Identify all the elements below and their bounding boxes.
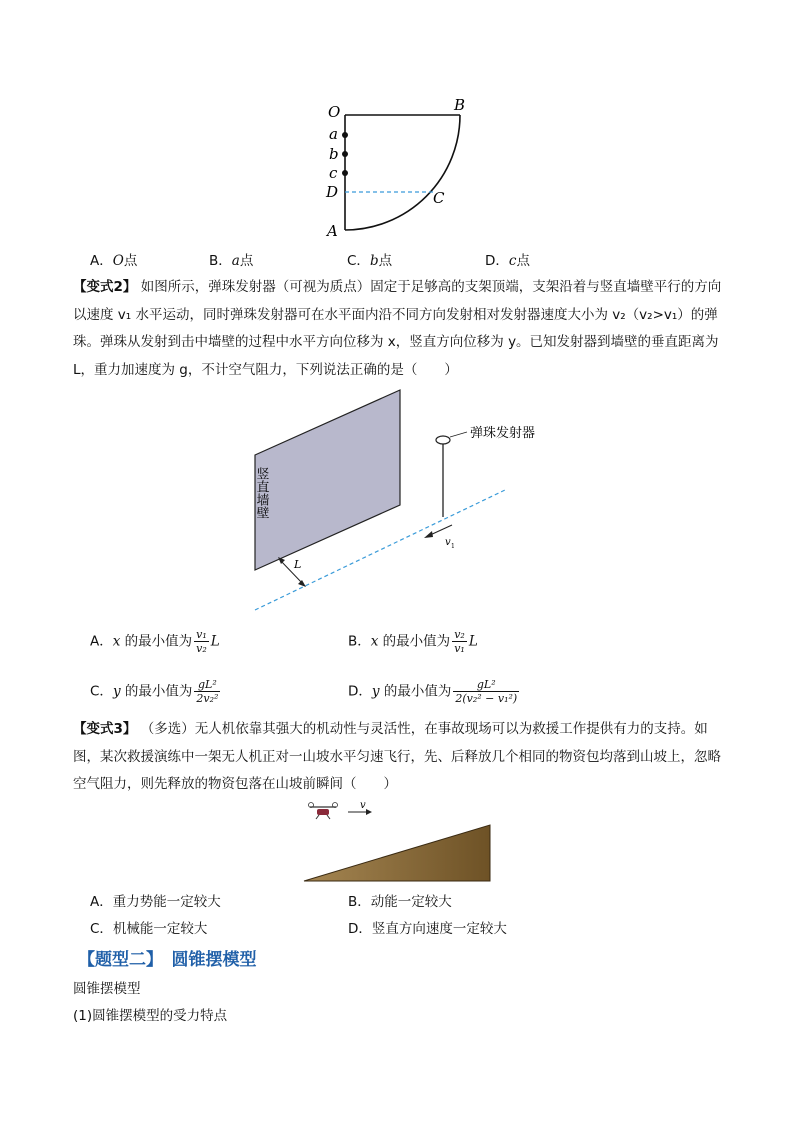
label-O: O [328,103,341,121]
option-letter: B． [209,253,232,269]
variant2-option-c[interactable] [90,678,222,705]
variant2-tag: 【变式2】 [73,279,137,295]
q1-option-b[interactable] [209,251,253,271]
label-C: C [433,189,445,207]
variant3-option-a[interactable] [90,892,221,912]
variant2-option-a[interactable] [90,628,220,655]
variant3-tag: 【变式3】 [73,721,137,737]
fraction [452,628,467,655]
drone-velocity-arrowhead [366,809,372,815]
distance-L-head-2 [298,580,306,587]
fraction-numerator: gL² [453,678,519,692]
arc-BA [345,115,460,230]
option-mid: 的最小值为 [120,633,193,650]
option-letter: A． [90,894,113,910]
option-text: 机械能一定较大 [112,921,208,937]
option-var: c [508,253,517,269]
variant3-option-d[interactable] [348,919,507,939]
option-tail: L [210,633,220,650]
option-letter: B． [348,894,371,910]
point-c [342,170,348,176]
option-letter: D． [485,253,509,269]
variant3-text: （多选）无人机依靠其强大的机动性与灵活性，在事故现场可以为救援工作提供有力的支持。如图，某次救援演练中一架无人机正对一山坡水平匀速飞行，先、后释放几个相同的物资包均落到山坡上，忽略空气阻力，则先释放的物资包落在山坡前瞬间（ ） [73,721,721,792]
option-letter: A． [90,253,113,269]
quarter-circle-figure [320,95,480,240]
distance-L-label: L [294,558,302,571]
launcher-body [436,436,450,444]
variant3-question [73,716,723,799]
fraction-numerator: v₁ [196,628,207,641]
drone-icon [309,803,338,820]
option-var: y [112,683,121,700]
launcher-label-leader [450,432,467,437]
section-line1: 圆锥摆模型 [73,981,141,997]
option-letter: D． [348,921,372,937]
velocity-subscript: 1 [451,543,455,550]
option-text: 动能一定较大 [370,894,452,910]
section-heading: 【题型二】 圆锥摆模型 [78,950,257,970]
fraction-numerator: gL² [194,678,220,692]
option-suffix: 点 [239,253,254,269]
option-suffix: 点 [378,253,393,269]
section-line2: (1)圆锥摆模型的受力特点 [73,1008,228,1024]
point-b [342,151,348,157]
fraction-denominator: v₁ [454,642,465,655]
fraction-denominator: v₂ [196,642,207,655]
q1-option-c[interactable] [347,251,392,271]
variant3-option-c[interactable] [90,919,207,939]
wall-label: 竖直墙壁 [253,467,269,519]
label-D: D [326,183,339,201]
option-letter: C． [90,683,113,700]
drone-velocity-label: v [360,800,366,811]
option-var: b [369,253,379,269]
launcher-label: 弹珠发射器 [470,426,536,441]
point-a [342,132,348,138]
option-var: x [112,633,121,650]
option-tail: L [468,633,478,650]
option-var: a [231,253,240,269]
option-mid: 的最小值为 [378,633,451,650]
slope [304,825,490,881]
option-var: y [371,683,380,700]
option-var: O [112,253,124,269]
option-mid: 的最小值为 [379,683,452,700]
label-a: a [329,125,338,143]
q1-option-d[interactable] [485,251,530,271]
option-letter: A． [90,633,113,650]
wall-launcher-figure [245,385,565,615]
variant2-option-d[interactable] [348,678,521,705]
q1-option-a[interactable] [90,251,137,271]
velocity-label: v [445,537,451,548]
fraction-numerator: v₂ [454,628,465,641]
fraction-denominator: 2(v₂² − v₁²) [455,692,518,705]
option-suffix: 点 [123,253,138,269]
variant2-option-b[interactable] [348,628,478,655]
fraction-denominator: 2v₂² [196,692,219,705]
option-mid: 的最小值为 [120,683,193,700]
option-letter: C． [347,253,370,269]
vertical-wall [255,390,400,570]
velocity-arrowhead [424,531,433,538]
option-letter: D． [348,683,372,700]
variant3-option-b[interactable] [348,892,452,912]
fraction [194,628,209,655]
label-b: b [329,145,339,163]
option-var: x [370,633,379,650]
label-B: B [454,96,466,114]
label-c: c [329,164,338,182]
option-letter: C． [90,921,113,937]
label-A: A [327,222,338,240]
variant2-question [73,274,723,384]
variant2-text: 如图所示，弹珠发射器（可视为质点）固定于足够高的支架顶端，支架沿着与竖直墙壁平行的方向以速度 v₁ 水平运动，同时弹珠发射器可在水平面内沿不同方向发射相对发射器速度大小为 v₂（v₂>v₁）的弹珠。弹珠从发射到击中墙壁的过程中水平方向位移为 x，竖直方向位移为 y。已知发射器到墙壁的垂直距离为 L，重力加速度为 g，不计空气阻力，下列说法正确的是（ ） [73,279,722,378]
drone-slope-figure [300,800,500,885]
fraction [453,678,519,705]
option-letter: B． [348,633,371,650]
option-text: 重力势能一定较大 [112,894,221,910]
option-suffix: 点 [516,253,530,269]
fraction [194,678,220,705]
option-text: 竖直方向速度一定较大 [371,921,507,937]
